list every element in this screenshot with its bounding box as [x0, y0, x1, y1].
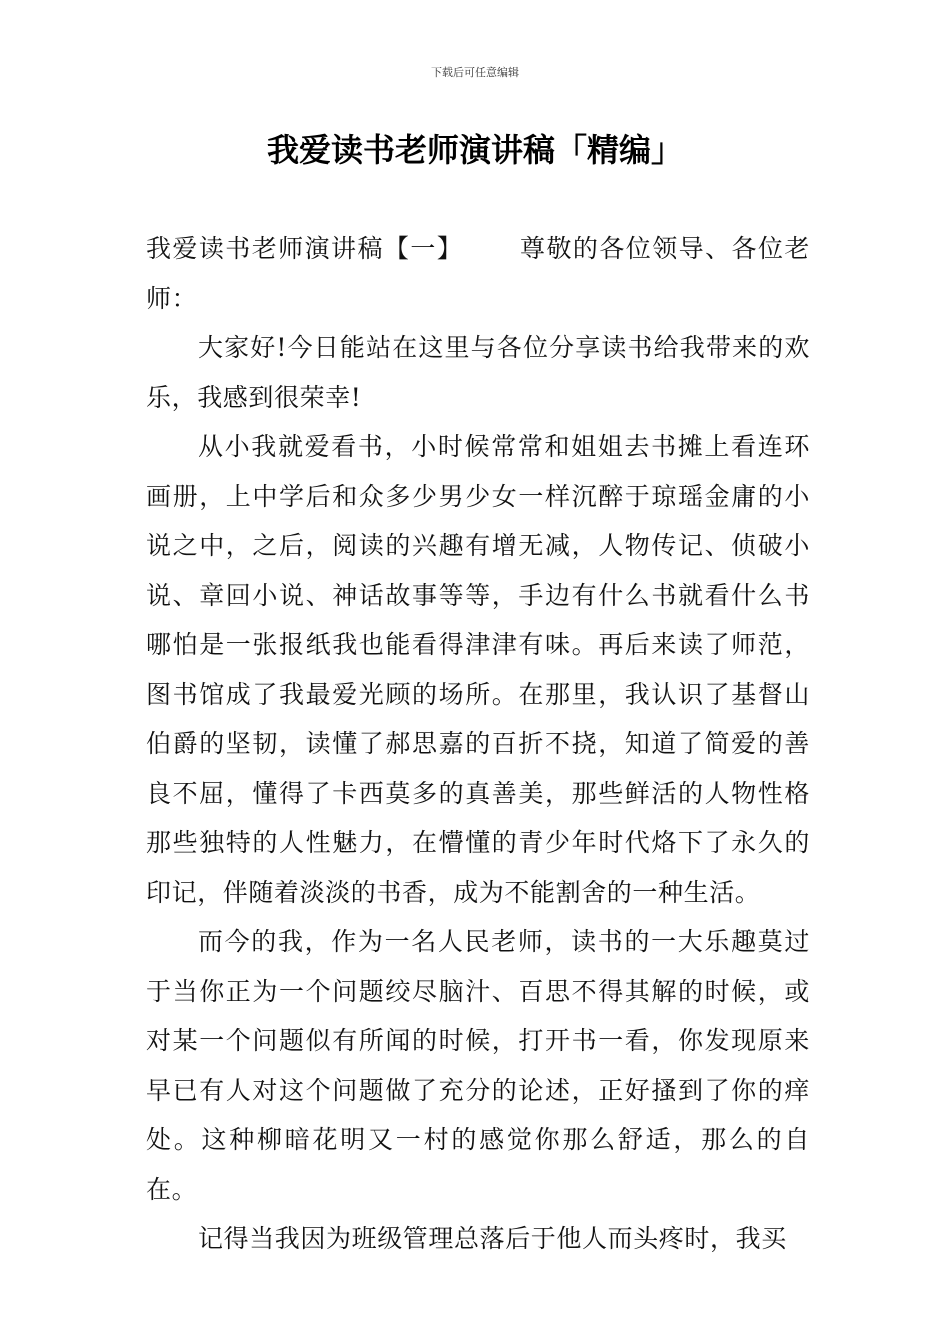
paragraph-3: 而今的我，作为一名人民老师，读书的一大乐趣莫过于当你正为一个问题绞尽脑汁、百思不得其解的时候，或对某一个问题似有所闻的时候，打开书一看，你发现原来早已有人对这个问题做了充分的论述，正好搔到了你的痒处。这种柳暗花明又一村的感觉你那么舒适，那么的自在。: [146, 927, 810, 1204]
paragraph-2: 从小我就爱看书，小时候常常和姐姐去书摊上看连环画册，上中学后和众多少男少女一样沉醉于琼瑶金庸的小说之中，之后，阅读的兴趣有增无减，人物传记、侦破小说、章回小说、神话故事等等，手边有什么书就看什么书哪怕是一张报纸我也能看得津津有味。再后来读了师范，图书馆成了我最爱光顾的场所。在那里，我认识了基督山伯爵的坚韧，读懂了郝思嘉的百折不挠，知道了简爱的善良不屈，懂得了卡西莫多的真善美，那些鲜活的人物性格那些独特的人性魅力，在懵懂的青少年时代烙下了永久的印记，伴随着淡淡的书香，成为不能割舍的一种生活。: [146, 432, 810, 907]
intro-salutation: 尊敬的各位领导、各位老师：: [146, 234, 810, 313]
paragraph-1: 大家好!今日能站在这里与各位分享读书给我带来的欢乐，我感到很荣幸!: [146, 333, 810, 412]
header-note: 下载后可任意编辑: [431, 66, 519, 79]
intro-line: [146, 224, 810, 323]
document-body: [146, 224, 810, 1264]
intro-heading: 我爱读书老师演讲稿【一】: [146, 234, 464, 263]
paragraph-4: 记得当我因为班级管理总落后于他人而头疼时，我买: [198, 1224, 787, 1253]
document-title: 我爱读书老师演讲稿「精编」: [266, 131, 683, 169]
